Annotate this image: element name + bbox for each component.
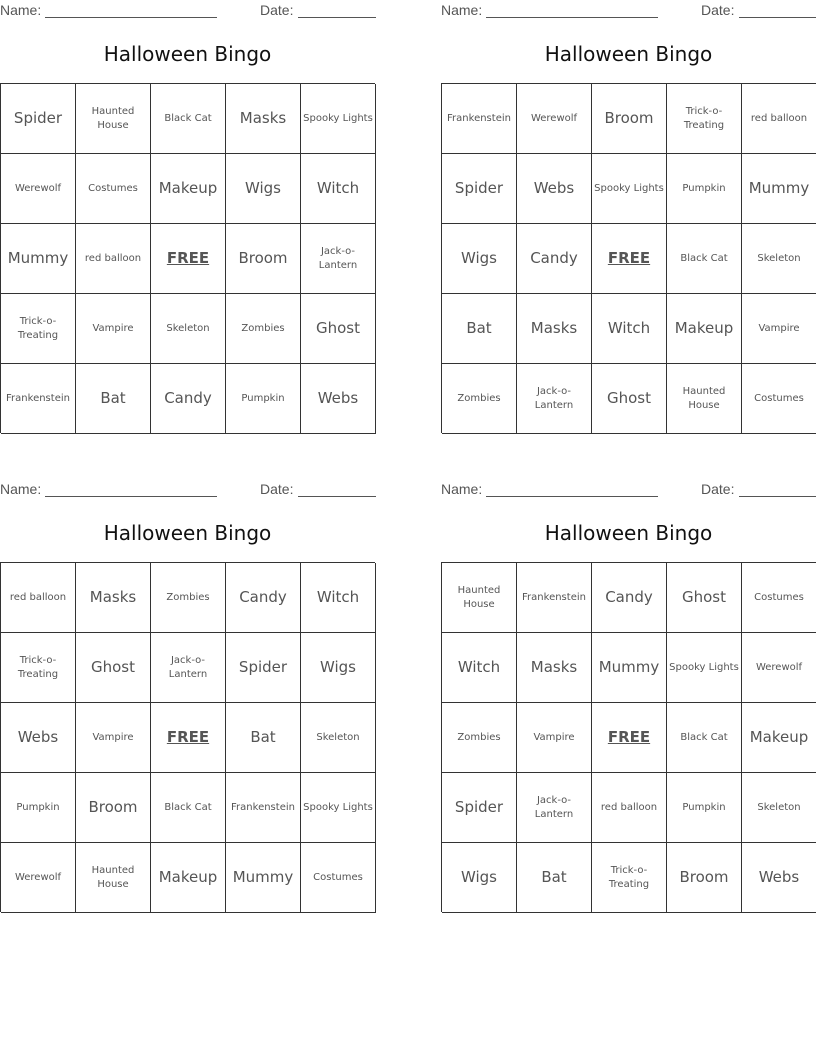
bingo-cell: Broom	[226, 224, 301, 294]
free-space-cell: FREE	[151, 703, 226, 773]
bingo-cell: Mummy	[592, 633, 667, 703]
name-label: Name:	[0, 481, 42, 497]
bingo-cell: Bat	[442, 294, 517, 364]
bingo-grid	[441, 562, 816, 912]
bingo-cell: Spooky Lights	[301, 773, 376, 843]
bingo-cell: red balloon	[742, 84, 816, 154]
bingo-cell: Vampire	[76, 294, 151, 364]
bingo-cell: Jack-o-Lantern	[301, 224, 376, 294]
bingo-cell: Witch	[442, 633, 517, 703]
bingo-cell: red balloon	[592, 773, 667, 843]
bingo-cell: Skeleton	[742, 224, 816, 294]
bingo-cell: Haunted House	[667, 364, 742, 434]
bingo-cell: Makeup	[742, 703, 816, 773]
bingo-cell: Witch	[301, 563, 376, 633]
bingo-cell: Mummy	[742, 154, 816, 224]
name-line	[486, 496, 658, 497]
bingo-cell: Black Cat	[151, 84, 226, 154]
name-label: Name:	[441, 481, 483, 497]
card-header	[441, 479, 816, 501]
card-header	[441, 0, 816, 22]
bingo-cell: Werewolf	[742, 633, 816, 703]
bingo-cell: Wigs	[301, 633, 376, 703]
bingo-cell: Masks	[517, 633, 592, 703]
card-title: Halloween Bingo	[103, 42, 272, 66]
bingo-cell: Bat	[517, 843, 592, 913]
name-label: Name:	[441, 2, 483, 18]
bingo-cell: Makeup	[667, 294, 742, 364]
bingo-grid	[0, 83, 375, 433]
bingo-cell: Broom	[76, 773, 151, 843]
card-title: Halloween Bingo	[103, 521, 272, 545]
bingo-cell: Skeleton	[742, 773, 816, 843]
bingo-cell: Webs	[517, 154, 592, 224]
bingo-grid	[441, 83, 816, 433]
name-line	[486, 17, 658, 18]
bingo-cell: Pumpkin	[1, 773, 76, 843]
bingo-cell: Spider	[226, 633, 301, 703]
bingo-cell: Skeleton	[151, 294, 226, 364]
bingo-cell: Bat	[226, 703, 301, 773]
bingo-cell: Haunted House	[442, 563, 517, 633]
bingo-cell: Broom	[592, 84, 667, 154]
bingo-cell: Trick-o-Treating	[667, 84, 742, 154]
bingo-cell: Haunted House	[76, 84, 151, 154]
bingo-cell: Spooky Lights	[667, 633, 742, 703]
bingo-cell: Webs	[301, 364, 376, 434]
bingo-cell: Candy	[226, 563, 301, 633]
bingo-cell: red balloon	[1, 563, 76, 633]
bingo-cell: Pumpkin	[226, 364, 301, 434]
bingo-cell: Pumpkin	[667, 154, 742, 224]
date-label: Date:	[701, 2, 735, 18]
bingo-cell: Spider	[442, 773, 517, 843]
bingo-cell: Vampire	[742, 294, 816, 364]
bingo-cell: Mummy	[1, 224, 76, 294]
bingo-cell: red balloon	[76, 224, 151, 294]
bingo-cell: Wigs	[226, 154, 301, 224]
date-line	[298, 496, 376, 497]
bingo-cell: Spider	[442, 154, 517, 224]
bingo-cell: Spooky Lights	[592, 154, 667, 224]
card-header	[0, 479, 375, 501]
bingo-cell: Spooky Lights	[301, 84, 376, 154]
free-space-cell: FREE	[592, 224, 667, 294]
bingo-cell: Wigs	[442, 224, 517, 294]
bingo-cell: Ghost	[667, 563, 742, 633]
bingo-cell: Vampire	[76, 703, 151, 773]
bingo-cell: Werewolf	[1, 843, 76, 913]
bingo-cell: Jack-o-Lantern	[151, 633, 226, 703]
bingo-cell: Witch	[301, 154, 376, 224]
bingo-cell: Zombies	[442, 703, 517, 773]
bingo-cell: Frankenstein	[1, 364, 76, 434]
date-line	[739, 496, 816, 497]
bingo-cell: Trick-o-Treating	[1, 294, 76, 364]
card-header	[0, 0, 375, 22]
bingo-cell: Trick-o-Treating	[1, 633, 76, 703]
date-label: Date:	[701, 481, 735, 497]
bingo-cell: Costumes	[301, 843, 376, 913]
bingo-cell: Ghost	[301, 294, 376, 364]
bingo-cell: Masks	[226, 84, 301, 154]
bingo-cell: Black Cat	[151, 773, 226, 843]
bingo-cell: Pumpkin	[667, 773, 742, 843]
bingo-cell: Frankenstein	[517, 563, 592, 633]
bingo-cell: Spider	[1, 84, 76, 154]
date-line	[739, 17, 816, 18]
bingo-cell: Frankenstein	[442, 84, 517, 154]
bingo-cell: Masks	[76, 563, 151, 633]
bingo-cell: Candy	[151, 364, 226, 434]
free-space-cell: FREE	[151, 224, 226, 294]
bingo-cell: Makeup	[151, 843, 226, 913]
bingo-cell: Zombies	[442, 364, 517, 434]
bingo-cell: Ghost	[76, 633, 151, 703]
bingo-cell: Broom	[667, 843, 742, 913]
bingo-cell: Webs	[742, 843, 816, 913]
bingo-cell: Haunted House	[76, 843, 151, 913]
bingo-cell: Skeleton	[301, 703, 376, 773]
date-label: Date:	[260, 481, 294, 497]
bingo-cell: Candy	[517, 224, 592, 294]
card-title: Halloween Bingo	[544, 521, 713, 545]
bingo-cell: Makeup	[151, 154, 226, 224]
card-title: Halloween Bingo	[544, 42, 713, 66]
date-label: Date:	[260, 2, 294, 18]
name-line	[45, 17, 217, 18]
bingo-cell: Jack-o-Lantern	[517, 773, 592, 843]
bingo-cell: Mummy	[226, 843, 301, 913]
bingo-cell: Masks	[517, 294, 592, 364]
bingo-grid	[0, 562, 375, 912]
bingo-cell: Trick-o-Treating	[592, 843, 667, 913]
name-line	[45, 496, 217, 497]
bingo-cell: Jack-o-Lantern	[517, 364, 592, 434]
bingo-cell: Frankenstein	[226, 773, 301, 843]
bingo-cell: Costumes	[76, 154, 151, 224]
bingo-cell: Bat	[76, 364, 151, 434]
bingo-cell: Black Cat	[667, 224, 742, 294]
bingo-cell: Zombies	[226, 294, 301, 364]
free-space-cell: FREE	[592, 703, 667, 773]
bingo-cell: Black Cat	[667, 703, 742, 773]
bingo-cell: Zombies	[151, 563, 226, 633]
bingo-cell: Vampire	[517, 703, 592, 773]
bingo-cell: Costumes	[742, 364, 816, 434]
bingo-cell: Webs	[1, 703, 76, 773]
bingo-cell: Wigs	[442, 843, 517, 913]
bingo-cell: Witch	[592, 294, 667, 364]
date-line	[298, 17, 376, 18]
bingo-cell: Candy	[592, 563, 667, 633]
bingo-cell: Werewolf	[1, 154, 76, 224]
name-label: Name:	[0, 2, 42, 18]
bingo-cell: Werewolf	[517, 84, 592, 154]
bingo-cell: Ghost	[592, 364, 667, 434]
bingo-cell: Costumes	[742, 563, 816, 633]
